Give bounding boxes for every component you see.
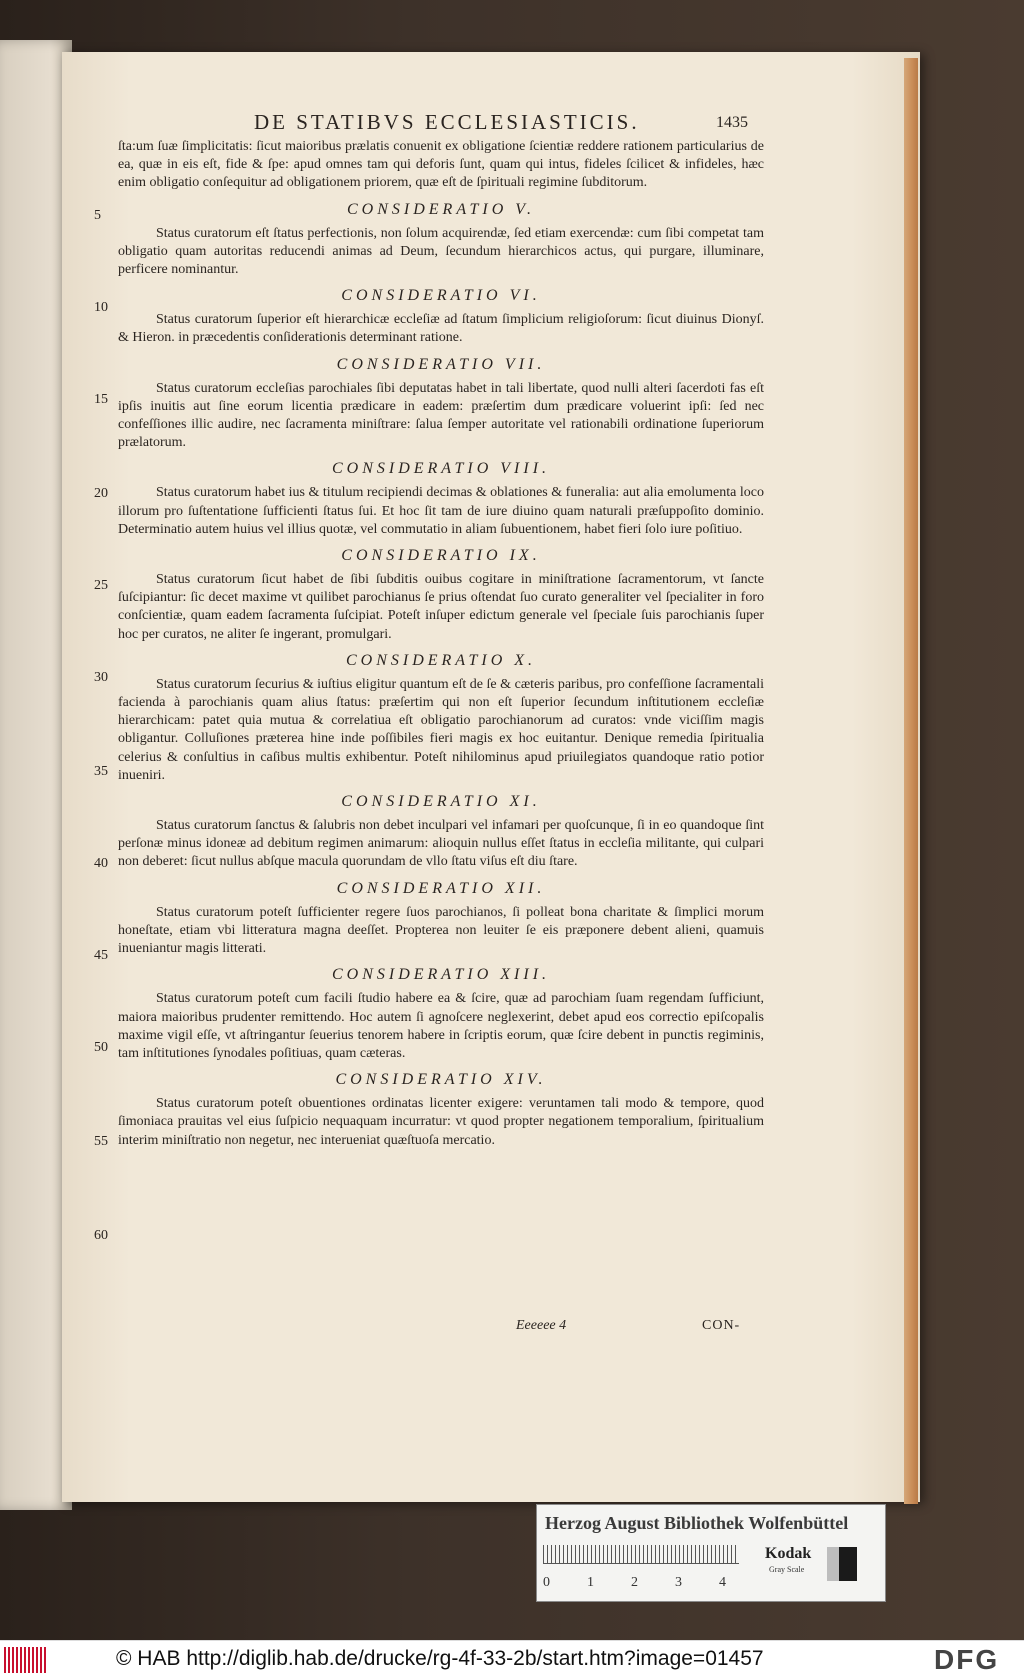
- section-7: [118, 356, 764, 453]
- line-number: 55: [94, 1134, 108, 1149]
- line-number: 35: [94, 764, 108, 779]
- line-number: 40: [94, 856, 108, 871]
- section-heading: CONSIDERATIO IX.: [341, 547, 541, 565]
- scale-ticks: [543, 1545, 739, 1564]
- intro-paragraph: ſta:um ſuæ ſimplicitatis: ſicut maioribus prælatis conuenit ex obligatione ſcientiæ reddere rationem particularius de ea, quæ in eis eſt, fide & ſpe: apud omnes tam qui deforis ſunt, quam qui intus, fideles ſcilicet & infideles, hæc enim obligatio conſequitur ad obligationem priorem, quæ eſt de ſpirituali regimine ſubditorum.: [118, 139, 764, 191]
- section-heading: CONSIDERATIO VI.: [341, 287, 541, 305]
- section-9: [118, 547, 764, 644]
- section-text: Status curatorum ſicut habet de ſibi ſubditis ouibus cogitare in miniſtratione ſacramentorum, vt ſancte ſuſcipiantur: ſic decet maxime vt quilibet parochianus ſe prius oſtendat ſuo curato generaliter vel ſpecialiter in foro conſcientiæ, quam eadem ſacramenta ſuſcipiat. Poteſt inſuper edictum generale vel ſpeciale ſuis parochianis ſuper hoc per curatos, ne aliter ſe ingerant, promulgari.: [118, 572, 764, 642]
- line-number: 5: [94, 208, 101, 223]
- section-8: [118, 460, 764, 539]
- library-name: Herzog August Bibliothek Wolfenbüttel: [545, 1513, 849, 1533]
- line-number-margin: [94, 0, 124, 1400]
- section-text: Status curatorum poteſt ſufficienter regere ſuos parochianos, ſi polleat bona charitate & ſimplici morum honeſtate, etiam vbi litteratura magna deeſſet. Propterea non leuiter ſe eis præponere debent alieni, quamuis inueniantur magis litterati.: [118, 904, 764, 957]
- kodak-logo: Kodak: [765, 1545, 812, 1562]
- line-number: 45: [94, 948, 108, 963]
- measurement-scale: [543, 1541, 743, 1597]
- section-13: [118, 966, 764, 1063]
- running-title: DE STATIBVS ECCLESIASTICIS.: [254, 110, 640, 134]
- running-head: [118, 106, 764, 138]
- dfg-logo: DFG: [934, 1644, 1000, 1675]
- scale-number: 0: [543, 1575, 550, 1590]
- section-text: Status curatorum ſanctus & ſalubris non debet inculpari vel infamari per quoſcunque, ſi in eo quandoque ſint perſonæ minus idoneæ ad debitum regimen animarum: alioquin nullus eſſet ſtatus in eccleſia militante, qui culpari non deberet: ſicut nullus abſque macula quorundam de vllo ſtatu viſus eſt diu ſtare.: [118, 818, 764, 870]
- section-heading: CONSIDERATIO X.: [345, 651, 537, 669]
- section-14: [118, 1071, 764, 1150]
- signature-mark: Eeeeee 4: [516, 1318, 567, 1333]
- black-swatch: [839, 1547, 857, 1581]
- line-number: 10: [94, 300, 108, 315]
- line-number: 60: [94, 1228, 108, 1243]
- page-text-block: [118, 106, 764, 1150]
- section-text: Status curatorum poteſt obuentiones ordinatas licenter exigere: veruntamen tali modo & tempore, quod ſimoniaca prauitas vel eius ſuſpicio nequaquam incurratur: vt quod propter negationem temporalium, ſpiritualium interim miniſtratio non negetur, nec interueniat quæſtuoſa mercatio.: [118, 1096, 764, 1148]
- section-text: Status curatorum eſt ſtatus perfectionis, non ſolum acquirendæ, ſed etiam exercendæ: cum ſibi competat tam obligatio quam autoritas reducendi animas ad Deum, ſecundum hierarchicos actus, qui purgare, illuminare, perficere nominantur.: [118, 225, 764, 278]
- section-heading: CONSIDERATIO V.: [347, 200, 535, 218]
- section-heading: CONSIDERATIO XII.: [336, 879, 546, 897]
- line-number: 25: [94, 578, 108, 593]
- section-text: Status curatorum habet ius & titulum recipiendi decimas & oblationes & funeralia: aut alia emolumenta loco illorum pro ſuſtentatione ſufficienti ſtatus ſui. Et hoc ſit tam de iure diuino quam naturali præſuppoſito dominio. Determinatio autem huius vel illius quotæ, vel commutatio in aliam ſubuentionem, habet fieri ſolo iure poſitiuo.: [118, 485, 764, 537]
- page-number: 1435: [716, 114, 748, 131]
- section-6: [118, 287, 764, 347]
- section-text: Status curatorum ſuperior eſt hierarchicæ eccleſiæ ad ſtatum ſimplicium religioſorum: ſicut diuinus Dionyſ. & Hieron. in præcedentis conſiderationis determinant ratione.: [118, 312, 764, 346]
- section-heading: CONSIDERATIO VII.: [336, 355, 546, 373]
- section-12: [118, 880, 764, 959]
- section-5: [118, 201, 764, 280]
- copyright-link[interactable]: © HAB http://diglib.hab.de/drucke/rg-4f-33-2b/start.htm?image=01457: [116, 1647, 764, 1670]
- section-text: Status curatorum eccleſias parochiales ſibi deputatas habet in tali libertate, quod nulli alteri ſacerdoti fas eſt ipſis inuitis aut ſine eorum licentia prædicare in eadem: præſertim dum prædicare voluerint ipſi: ſed nec confeſſiones illic audire, nec ſacramenta miniſtrare: ſalua ſemper autoritate vel rationabili ordinatione ſuperiorum prælatorum.: [118, 380, 764, 451]
- page-edge: [904, 58, 918, 1504]
- line-number: 30: [94, 670, 108, 685]
- section-heading: CONSIDERATIO XI.: [341, 793, 541, 811]
- section-text: Status curatorum ſecurius & iuſtius eligitur quantum eſt de ſe & cæteris paribus, pro confeſſione ſacramentali facienda à parochianis quam alius ſtatus: præſertim qui non eſt ſuperior ſecundum inſtitutionem eccleſiæ hierarchicam: patet quia mutua & correlatiua eſt obligatio parochianorum ad curatos: vnde viciſſim magis obligantur. Colluſiones præterea hine inde poſſibiles fieri magis ex hoc euitantur. Denique remedia ſpiritualia celerius & conſultius in caſibus multis exhibentur. Poteſt nihilominus apud priuilegiatos quandoque ratio potior inueniri.: [118, 676, 764, 783]
- barcode-icon: [4, 1647, 48, 1673]
- gray-scale-label: Gray Scale: [769, 1565, 805, 1574]
- gray-swatch: [827, 1547, 839, 1581]
- section-10: [118, 652, 764, 785]
- scale-number: 4: [719, 1575, 726, 1590]
- section-11: [118, 793, 764, 872]
- catchword: CON-: [702, 1318, 741, 1333]
- scale-number: 2: [631, 1575, 638, 1590]
- scale-number: 3: [675, 1575, 682, 1590]
- section-text: Status curatorum poteſt cum facili ſtudio habere ea & ſcire, quæ ad parochiam ſuam regendam ſufficiunt, maiora maioribus prudenter remittendo. Hoc autem ſi agnoſcere neglexerint, debet apud eos correctio epiſcopalis maxime vigil eſſe, vt aſtringantur ſeuerius tenorem habere in ſcriptis eorum, quæ ſcire debent in punctis regiminis, tam inſtitutiones ſynodales poſitiuas, quam cæteras.: [118, 991, 764, 1061]
- scale-number: 1: [587, 1575, 594, 1590]
- line-number: 20: [94, 486, 108, 501]
- library-color-label: [536, 1504, 886, 1602]
- line-number: 15: [94, 392, 108, 407]
- section-heading: CONSIDERATIO VIII.: [331, 460, 551, 478]
- line-number: 50: [94, 1040, 108, 1055]
- footer-bar: [0, 1640, 1024, 1678]
- section-heading: CONSIDERATIO XIV.: [335, 1071, 547, 1089]
- section-heading: CONSIDERATIO XIII.: [331, 966, 551, 984]
